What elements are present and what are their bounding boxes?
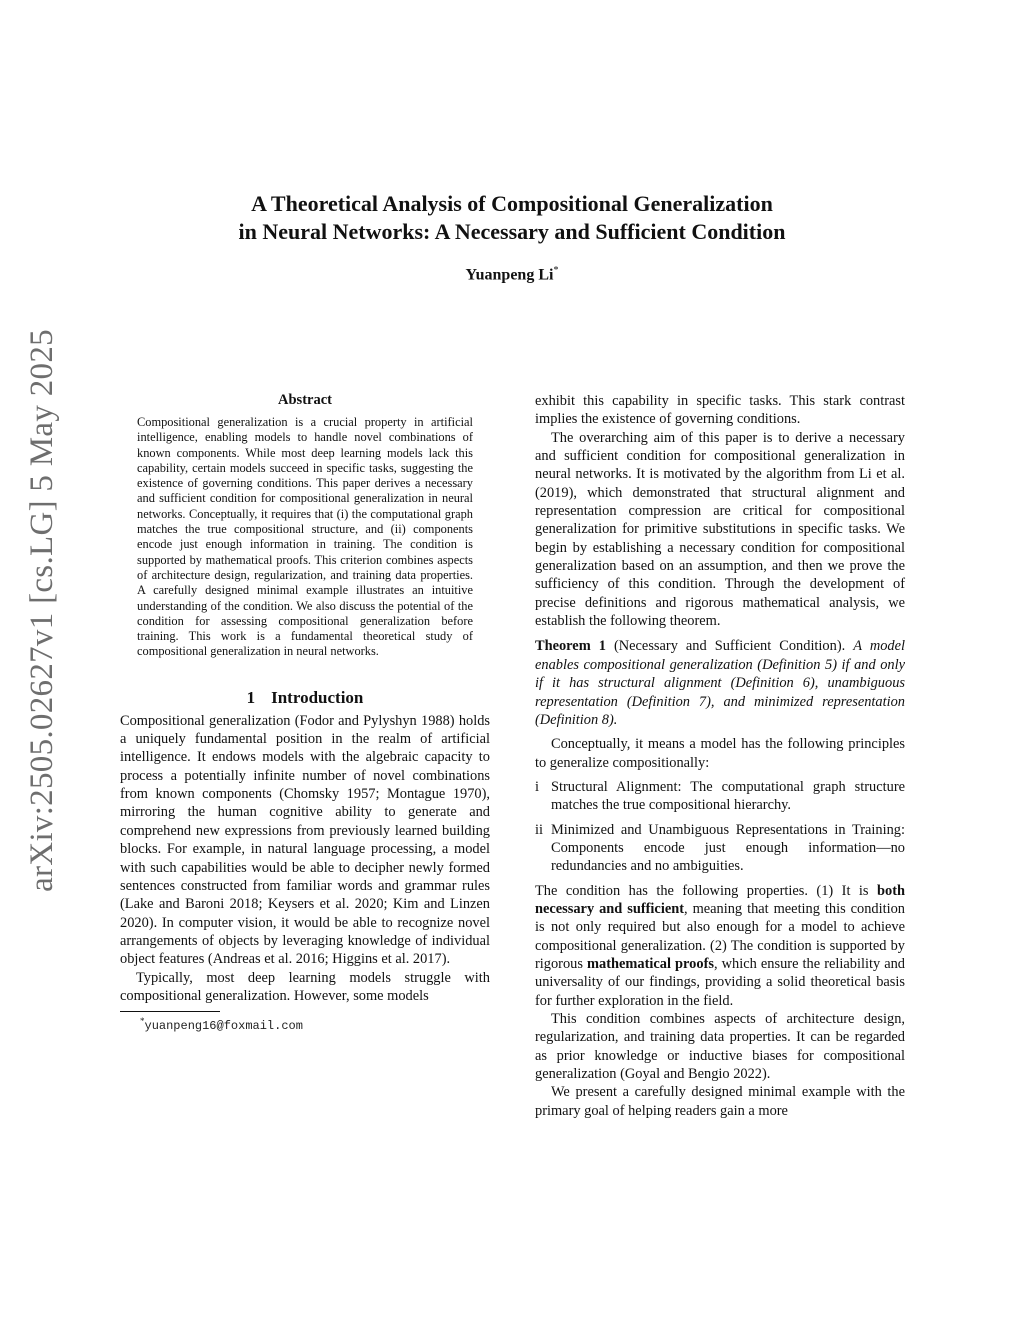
arxiv-stamp xyxy=(12,320,72,900)
author-name: Yuanpeng Li xyxy=(465,266,554,284)
footnote-rule xyxy=(120,1011,220,1012)
intro-paragraph-3: exhibit this capability in specific tasks. This stark contrast implies the existence of governing conditions. xyxy=(535,393,905,428)
footnote-mark: * xyxy=(140,1016,145,1027)
list-marker: ii xyxy=(535,821,543,838)
properties-text-1: The condition has the following properties. (1) It is xyxy=(535,882,877,899)
author xyxy=(150,265,874,284)
list-item xyxy=(535,821,905,876)
theorem-label: Theorem 1 xyxy=(535,638,606,655)
properties-paragraph xyxy=(535,882,905,1010)
paper-title xyxy=(150,190,874,246)
properties-text-2: , meaning that meeting this condition is not only required but also enough for a model to achieve compositional generalization. (2) The condition is supported by rigorous xyxy=(535,900,906,972)
intro-paragraph-4: The overarching aim of this paper is to derive a necessary and sufficient condition for compositional generalization in neural networks. It is motivated by the algorithm from Li et al. (2019), which demonstrated that structural alignment and representation compression are critical for compositional generalization for primitive substitutions in specific tasks. We begin by establishing a necessary condition for compositional generalization based on an assumption, and then we prove the sufficiency of this condition. Through the development of precise definitions and rigorous mathematical analysis, we establish the following theorem. xyxy=(535,429,905,630)
section-title: Introduction xyxy=(271,687,364,707)
theorem-name: (Necessary and Sufficient Condition). xyxy=(613,638,846,655)
footnote xyxy=(140,1016,490,1033)
theorem-body: A model enables compositional generalization (Definition 5) if and only if it has structural alignment (Definition 6), unambiguous representation (Definition 7), and minimized representation (Definition 8). xyxy=(535,638,905,728)
section-number: 1 xyxy=(246,687,256,707)
author-footnote-mark: * xyxy=(553,265,559,276)
title-line-2: in Neural Networks: A Necessary and Sufficient Condition xyxy=(238,219,786,244)
footnote-email: yuanpeng16@foxmail.com xyxy=(144,1019,303,1034)
abstract-text: Compositional generalization is a crucial property in artificial intelligence, enabling models to handle novel combinations of known components. While most deep learning models lack this capability, certain models succeed in specific tasks, suggesting the existence of governing conditions. This paper derives a necessary and sufficient condition for compositional generalization in neural networks. Conceptually, it requires that (i) the computational graph matches the true compositional structure, and (ii) components encode just enough information in training. The condition is supported by mathematical proofs. This criterion combines aspects of architecture design, regularization, and training data properties. A carefully designed minimal example illustrates an intuitive understanding of the condition. We also discuss the potential of the condition for assessing compositional generalization before training. This work is a fundamental theoretical study of compositional generalization in neural networks. xyxy=(137,415,473,659)
properties-bold-1: both necessary and sufficient xyxy=(535,882,905,917)
list-item-text: Structural Alignment: The computational graph structure matches the true compositional hierarchy. xyxy=(551,778,905,814)
principles-intro: Conceptually, it means a model has the following principles to generalize compositionally: xyxy=(535,736,905,771)
list-marker: i xyxy=(535,778,539,795)
intro-paragraph-2: Typically, most deep learning models struggle with compositional generalization. However, some models xyxy=(120,969,490,1004)
abstract-heading: Abstract xyxy=(278,392,332,408)
left-column xyxy=(120,392,490,1033)
arxiv-identifier: arXiv:2505.02627v1 [cs.LG] 5 May 2025 xyxy=(23,328,60,892)
right-column xyxy=(535,392,905,1120)
title-line-1: A Theoretical Analysis of Compositional Generalization xyxy=(251,191,773,216)
properties-text-3: , which ensure the reliability and universality of our findings, providing a solid theoretical basis for further exploration in the field. xyxy=(535,955,905,1009)
theorem-1 xyxy=(535,637,905,729)
properties-bold-2: mathematical proofs xyxy=(587,955,714,972)
list-item-text: Minimized and Unambiguous Representations in Training: Components encode just enough information—no redundancies and no ambiguities. xyxy=(551,821,905,875)
intro-paragraph-1: Compositional generalization (Fodor and Pylyshyn 1988) holds a uniquely fundamental position in the realm of artificial intelligence. It endows models with the algebraic capacity to process a potentially infinite number of novel combinations from known components (Chomsky 1957; Montague 1970), mirroring the human cognitive ability to generate and comprehend new expressions from previously learned building blocks. For example, in natural language processing, a model with such capabilities would be able to decipher newly formed sentences constructed from familiar words and grammar rules (Lake and Baroni 2018; Keysers et al. 2020; Kim and Linzen 2020). In computer vision, it would be able to recognize novel arrangements of objects by leveraging knowledge of individual object features (Andreas et al. 2016; Higgins et al. 2017). xyxy=(120,712,490,968)
section-heading-introduction xyxy=(120,688,490,708)
combines-paragraph: This condition combines aspects of architecture design, regularization, and training data properties. It can be regarded as prior knowledge or inductive biases for compositional generalization (Goyal and Bengio 2022). xyxy=(535,1011,905,1083)
principles-list xyxy=(535,778,905,876)
present-paragraph: We present a carefully designed minimal example with the primary goal of helping readers gain a more xyxy=(535,1084,905,1119)
list-item xyxy=(535,778,905,815)
